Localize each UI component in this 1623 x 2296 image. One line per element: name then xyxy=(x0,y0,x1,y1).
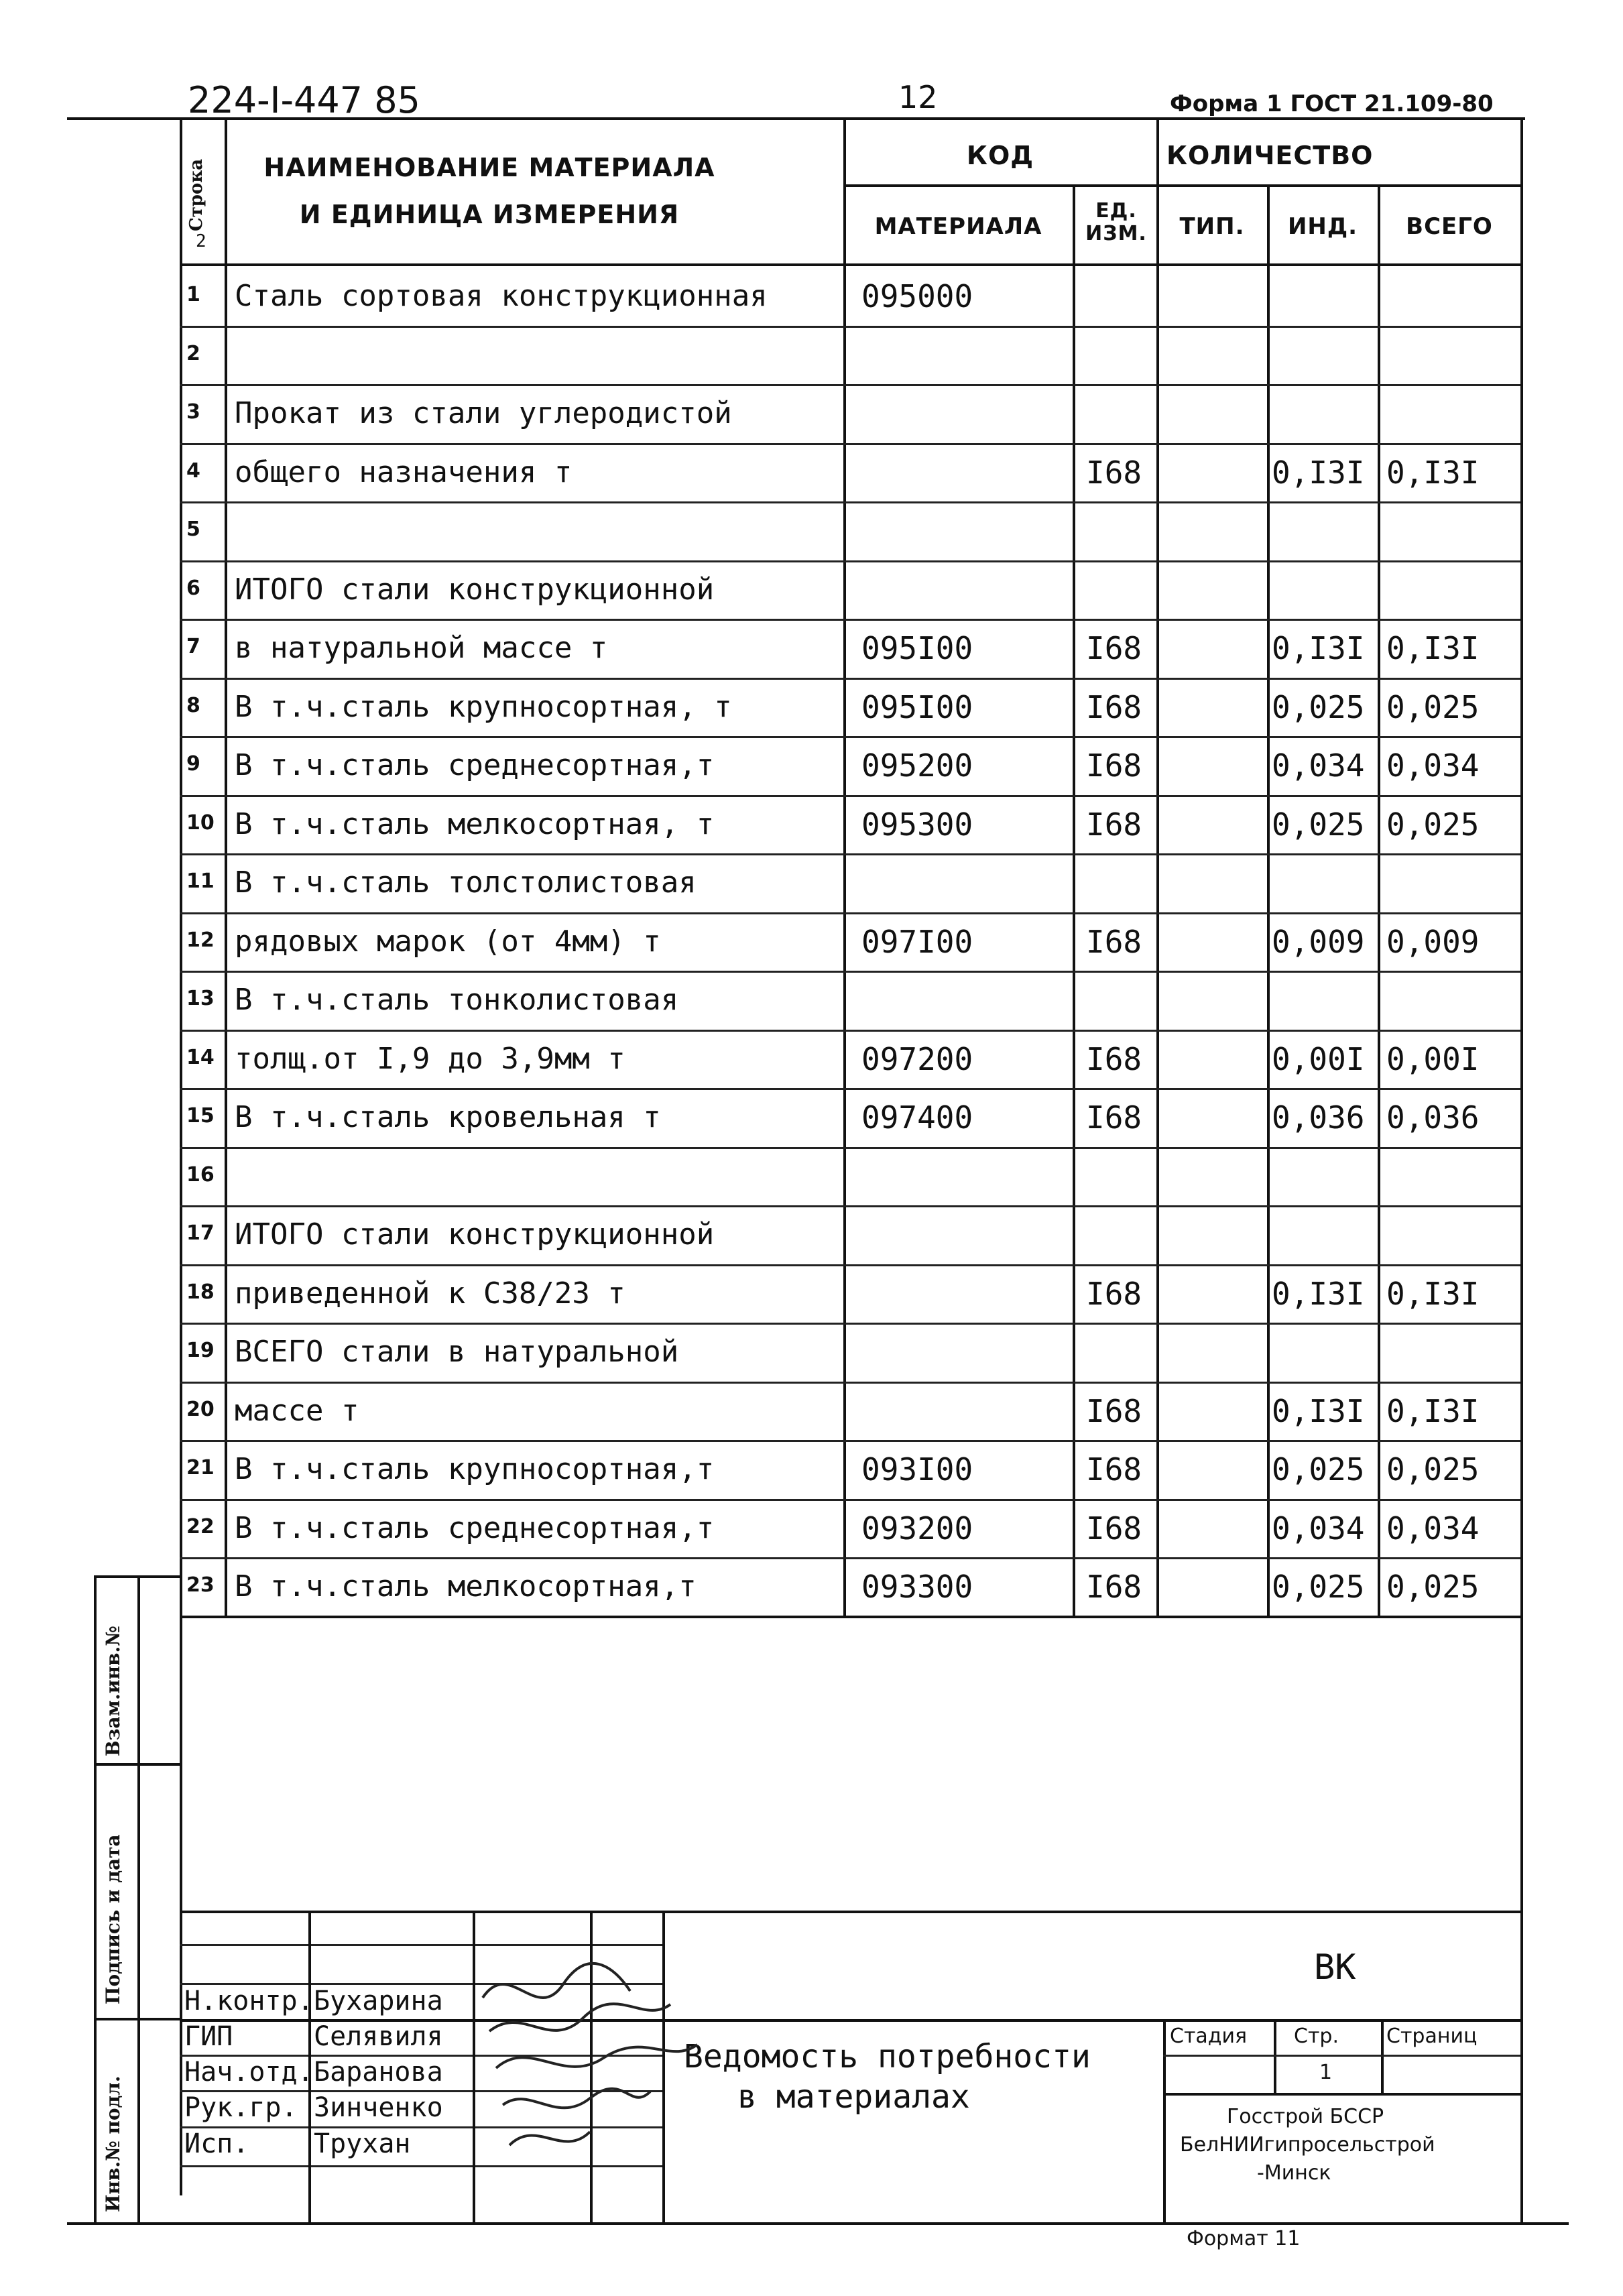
cell-ind: 0,025 xyxy=(1272,688,1365,725)
header-qty-type: ТИП. xyxy=(1179,213,1245,240)
row-divider xyxy=(180,971,1520,973)
cell-name: толщ.от I,9 до 3,9мм т xyxy=(235,1041,625,1076)
side-vzam-inv: Взам.инв.№ xyxy=(102,1626,124,1756)
form-reference: Форма 1 ГОСТ 21.109-80 xyxy=(1170,90,1494,117)
cell-name: В т.ч.сталь крупносортная, т xyxy=(235,689,732,724)
cell-name: ИТОГО стали конструкционной xyxy=(235,1217,715,1252)
frame-left-line xyxy=(180,117,182,2195)
row-divider xyxy=(180,1030,1520,1032)
cell-name: массе т xyxy=(235,1393,359,1428)
signature-role: Рук.гр. xyxy=(184,2092,298,2123)
row-divider xyxy=(180,560,1520,562)
row-divider xyxy=(180,1088,1520,1090)
cell-code: 095300 xyxy=(861,806,973,843)
col-divider-ind xyxy=(1378,184,1380,1616)
cell-name: общего назначения т xyxy=(235,455,573,489)
cell-code: 095I00 xyxy=(861,688,973,725)
document-title-line2: в материалах xyxy=(737,2078,970,2116)
cell-code: 093I00 xyxy=(861,1451,973,1488)
cell-name: В т.ч.сталь толстолистовая xyxy=(235,865,697,900)
cell-name: В т.ч.сталь кровельная т xyxy=(235,1100,661,1134)
row-number: 16 xyxy=(186,1162,215,1187)
cell-total: 0,025 xyxy=(1386,806,1480,843)
cell-name: рядовых марок (от 4мм) т xyxy=(235,924,661,959)
cell-total: 0,I3I xyxy=(1386,630,1480,666)
page-number: 12 xyxy=(898,79,938,115)
cell-name: В т.ч.сталь среднесортная,т xyxy=(235,1510,715,1545)
cell-ind: 0,I3I xyxy=(1272,630,1365,666)
signature-name: Баранова xyxy=(314,2057,443,2088)
frame-top-line xyxy=(67,117,1525,120)
cell-unit: I68 xyxy=(1086,747,1142,784)
format-label: Формат 11 xyxy=(1187,2227,1301,2250)
row-divider xyxy=(180,443,1520,445)
row-divider xyxy=(180,678,1520,680)
header-mid-line xyxy=(843,184,1520,187)
col-divider-unit xyxy=(1156,117,1159,1616)
header-bottom-line xyxy=(180,263,1520,266)
cell-ind: 0,025 xyxy=(1272,1569,1365,1605)
side-inv-podl: Инв.№ подл. xyxy=(102,2075,124,2212)
cell-code: 095200 xyxy=(861,747,973,784)
row-number: 8 xyxy=(186,693,200,717)
row-number: 14 xyxy=(186,1045,215,1069)
row-number: 10 xyxy=(186,810,215,835)
signature-name: Селявиля xyxy=(314,2021,443,2052)
cell-unit: I68 xyxy=(1086,688,1142,725)
cell-unit: I68 xyxy=(1086,1510,1142,1547)
cell-total: 0,034 xyxy=(1386,1510,1480,1547)
sheet-value: 1 xyxy=(1319,2061,1333,2084)
cell-total: 0,034 xyxy=(1386,747,1480,784)
row-number: 4 xyxy=(186,459,200,483)
cell-name: В т.ч.сталь среднесортная,т xyxy=(235,748,715,782)
cell-name: Прокат из стали углеродистой xyxy=(235,396,732,430)
cell-ind: 0,034 xyxy=(1272,747,1365,784)
cell-ind: 0,025 xyxy=(1272,806,1365,843)
cell-unit: I68 xyxy=(1086,923,1142,960)
row-number: 22 xyxy=(186,1514,215,1538)
cell-name: В т.ч.сталь тонколистовая xyxy=(235,983,679,1017)
header-code-unit: ЕД. ИЗМ. xyxy=(1085,199,1147,245)
cell-unit: I68 xyxy=(1086,1275,1142,1312)
cell-unit: I68 xyxy=(1086,630,1142,666)
cell-code: 093300 xyxy=(861,1569,973,1605)
cell-ind: 0,034 xyxy=(1272,1510,1365,1547)
row-divider xyxy=(180,1205,1520,1207)
doc-code: 224-I-447 85 xyxy=(188,79,420,121)
cell-unit: I68 xyxy=(1086,806,1142,843)
row-divider xyxy=(180,619,1520,621)
frame-right-line xyxy=(1520,117,1523,2222)
header-qty-ind: ИНД. xyxy=(1287,213,1358,240)
cell-total: 0,036 xyxy=(1386,1099,1480,1136)
cell-code: 095I00 xyxy=(861,630,973,666)
cell-code: 097I00 xyxy=(861,923,973,960)
row-number: 2 xyxy=(186,341,200,365)
row-divider xyxy=(180,736,1520,738)
row-divider xyxy=(180,1557,1520,1559)
row-number: 23 xyxy=(186,1573,215,1597)
col-divider-rownum xyxy=(225,117,227,1616)
cell-code: 097200 xyxy=(861,1040,973,1077)
table-bottom-line xyxy=(180,1616,1520,1618)
title-block-code: ВК xyxy=(1314,1947,1356,1988)
row-number: 9 xyxy=(186,752,200,776)
row-number: 3 xyxy=(186,400,200,424)
row-divider xyxy=(180,1147,1520,1149)
cell-total: 0,025 xyxy=(1386,1451,1480,1488)
signature-name: Трухан xyxy=(314,2128,411,2159)
col-divider-typ xyxy=(1267,184,1270,1616)
cell-code: 097400 xyxy=(861,1099,973,1136)
cell-total: 0,00I xyxy=(1386,1040,1480,1077)
signature-role: ГИП xyxy=(184,2021,233,2052)
org-line2: БелНИИгипросельстрой xyxy=(1180,2133,1435,2157)
document-title-line1: Ведомость потребности xyxy=(684,2038,1091,2075)
row-divider xyxy=(180,384,1520,386)
cell-unit: I68 xyxy=(1086,1569,1142,1605)
side-sign-date: Подпись и дата xyxy=(102,1834,124,2004)
signature-role: Исп. xyxy=(184,2128,249,2159)
cell-name: ИТОГО стали конструкционной xyxy=(235,572,715,607)
row-number: 5 xyxy=(186,518,200,541)
cell-name: в натуральной массе т xyxy=(235,631,608,665)
row-number: 6 xyxy=(186,576,200,600)
cell-name: В т.ч.сталь мелкосортная,т xyxy=(235,1569,697,1604)
signature-name: Зинченко xyxy=(314,2092,443,2123)
cell-unit: I68 xyxy=(1086,1392,1142,1429)
row-number: 1 xyxy=(186,283,200,306)
row-divider xyxy=(180,1323,1520,1325)
cell-name: В т.ч.сталь крупносортная,т xyxy=(235,1452,715,1486)
sheet-label: Стр. xyxy=(1294,2025,1339,2048)
cell-ind: 0,009 xyxy=(1272,923,1365,960)
cell-total: 0,I3I xyxy=(1386,1275,1480,1312)
cell-unit: I68 xyxy=(1086,1451,1142,1488)
cell-ind: 0,036 xyxy=(1272,1099,1365,1136)
header-qty-total: ВСЕГО xyxy=(1406,213,1493,240)
cell-total: 0,025 xyxy=(1386,1569,1480,1605)
cell-code: 095000 xyxy=(861,278,973,314)
row-divider xyxy=(180,326,1520,328)
header-row-col: Строка xyxy=(186,159,206,231)
cell-unit: I68 xyxy=(1086,454,1142,491)
col-divider-code xyxy=(1073,184,1075,1616)
row-number: 21 xyxy=(186,1456,215,1479)
signature-name: Бухарина xyxy=(314,1986,443,2016)
header-quantity: КОЛИЧЕСТВО xyxy=(1166,141,1374,170)
row-number: 18 xyxy=(186,1280,215,1304)
header-code-material: МАТЕРИАЛА xyxy=(874,213,1042,240)
cell-total: 0,I3I xyxy=(1386,1392,1480,1429)
row-divider xyxy=(180,1382,1520,1384)
handwritten-signatures xyxy=(469,1944,724,2172)
row-number: 17 xyxy=(186,1221,215,1245)
row-number: 7 xyxy=(186,635,200,658)
cell-name: ВСЕГО стали в натуральной xyxy=(235,1335,679,1369)
signature-role: Нач.отд. xyxy=(184,2057,314,2088)
cell-ind: 0,025 xyxy=(1272,1451,1365,1488)
row-number: 12 xyxy=(186,928,215,952)
col-divider-name xyxy=(843,117,846,1616)
cell-ind: 0,I3I xyxy=(1272,1392,1365,1429)
sheets-label: Страниц xyxy=(1386,2025,1478,2048)
frame-bottom-line xyxy=(67,2222,1569,2225)
stage-label: Стадия xyxy=(1170,2025,1248,2048)
cell-unit: I68 xyxy=(1086,1040,1142,1077)
signature-role: Н.контр. xyxy=(184,1986,314,2016)
row-divider xyxy=(180,1440,1520,1442)
row-divider xyxy=(180,912,1520,914)
header-row-col-sub: 2 xyxy=(196,231,206,251)
org-line3: -Минск xyxy=(1257,2161,1331,2185)
row-divider xyxy=(180,795,1520,797)
cell-unit: I68 xyxy=(1086,1099,1142,1136)
row-number: 20 xyxy=(186,1397,215,1421)
cell-ind: 0,I3I xyxy=(1272,454,1365,491)
header-name: НАИМЕНОВАНИЕ МАТЕРИАЛА И ЕДИНИЦА ИЗМЕРЕНИЯ xyxy=(263,153,715,229)
row-divider xyxy=(180,1499,1520,1501)
cell-total: 0,025 xyxy=(1386,688,1480,725)
cell-total: 0,009 xyxy=(1386,923,1480,960)
row-number: 11 xyxy=(186,869,215,893)
row-number: 15 xyxy=(186,1104,215,1128)
row-divider xyxy=(180,853,1520,855)
cell-ind: 0,00I xyxy=(1272,1040,1365,1077)
header-code: КОД xyxy=(966,141,1034,170)
row-divider xyxy=(180,501,1520,503)
row-number: 19 xyxy=(186,1339,215,1362)
cell-code: 093200 xyxy=(861,1510,973,1547)
cell-total: 0,I3I xyxy=(1386,454,1480,491)
cell-name: Сталь сортовая конструкционная xyxy=(235,279,768,313)
row-divider xyxy=(180,1264,1520,1266)
cell-ind: 0,I3I xyxy=(1272,1275,1365,1312)
org-line1: Госстрой БССР xyxy=(1227,2105,1384,2128)
cell-name: В т.ч.сталь мелкосортная, т xyxy=(235,806,715,841)
row-number: 13 xyxy=(186,987,215,1010)
cell-name: приведенной к С38/23 т xyxy=(235,1276,625,1311)
